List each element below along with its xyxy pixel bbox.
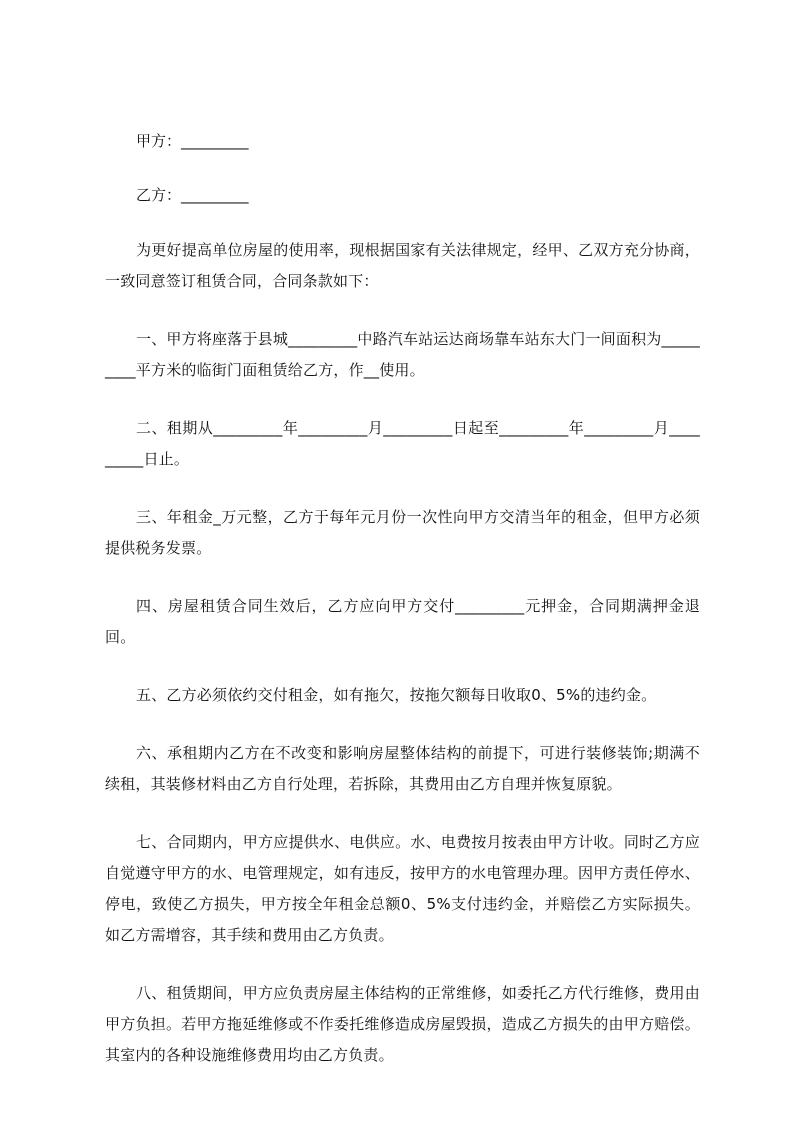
clause-3: 三、年租金_万元整，乙方于每年元月份一次性向甲方交清当年的租金，但甲方必须提供税务发票。 — [105, 508, 700, 557]
clause-5: 五、乙方必须依约交付租金，如有拖欠，按拖欠额每日收取0、5%的违约金。 — [136, 686, 657, 704]
clause-4: 四、房屋租赁合同生效后，乙方应向甲方交付_________元押金，合同期满押金退回。 — [105, 597, 700, 646]
intro-paragraph: 为更好提高单位房屋的使用率，现根据国家有关法律规定，经甲、乙双方充分协商，一致同意签订租赁合同，合同条款如下： — [105, 241, 700, 290]
clause-6: 六、承租期内乙方在不改变和影响房屋整体结构的前提下，可进行装修装饰;期满不续租，其装修材料由乙方自行处理，若拆除，其费用由乙方自理并恢复原貌。 — [105, 744, 700, 793]
clause-7: 七、合同期内，甲方应提供水、电供应。水、电费按月按表由甲方计收。同时乙方应自觉遵守甲方的水、电管理规定，如有违反，按甲方的水电管理办理。因甲方责任停水、停电，致使乙方损失，甲方按全年租金总额0、5%支付违约金，并赔偿乙方实际损失。如乙方需增容，其手续和费用由乙方负责。 — [105, 833, 700, 944]
party-b-line: 乙方：_________ — [136, 186, 249, 204]
party-a-line: 甲方：_________ — [136, 132, 249, 150]
clause-1: 一、甲方将座落于县城_________中路汽车站运达商场靠车站东大门一间面积为_________平方米的临街门面租赁给乙方，作__使用。 — [105, 330, 700, 379]
clause-2: 二、租期从_________年_________月_________日起至_________年_________月_________日止。 — [105, 419, 700, 468]
contract-body — [105, 127, 700, 1071]
clause-8: 八、租赁期间，甲方应负责房屋主体结构的正常维修，如委托乙方代行维修，费用由甲方负担。若甲方拖延维修或不作委托维修造成房屋毁损，造成乙方损失的由甲方赔偿。其室内的各种设施维修费用均由乙方负责。 — [105, 984, 700, 1064]
